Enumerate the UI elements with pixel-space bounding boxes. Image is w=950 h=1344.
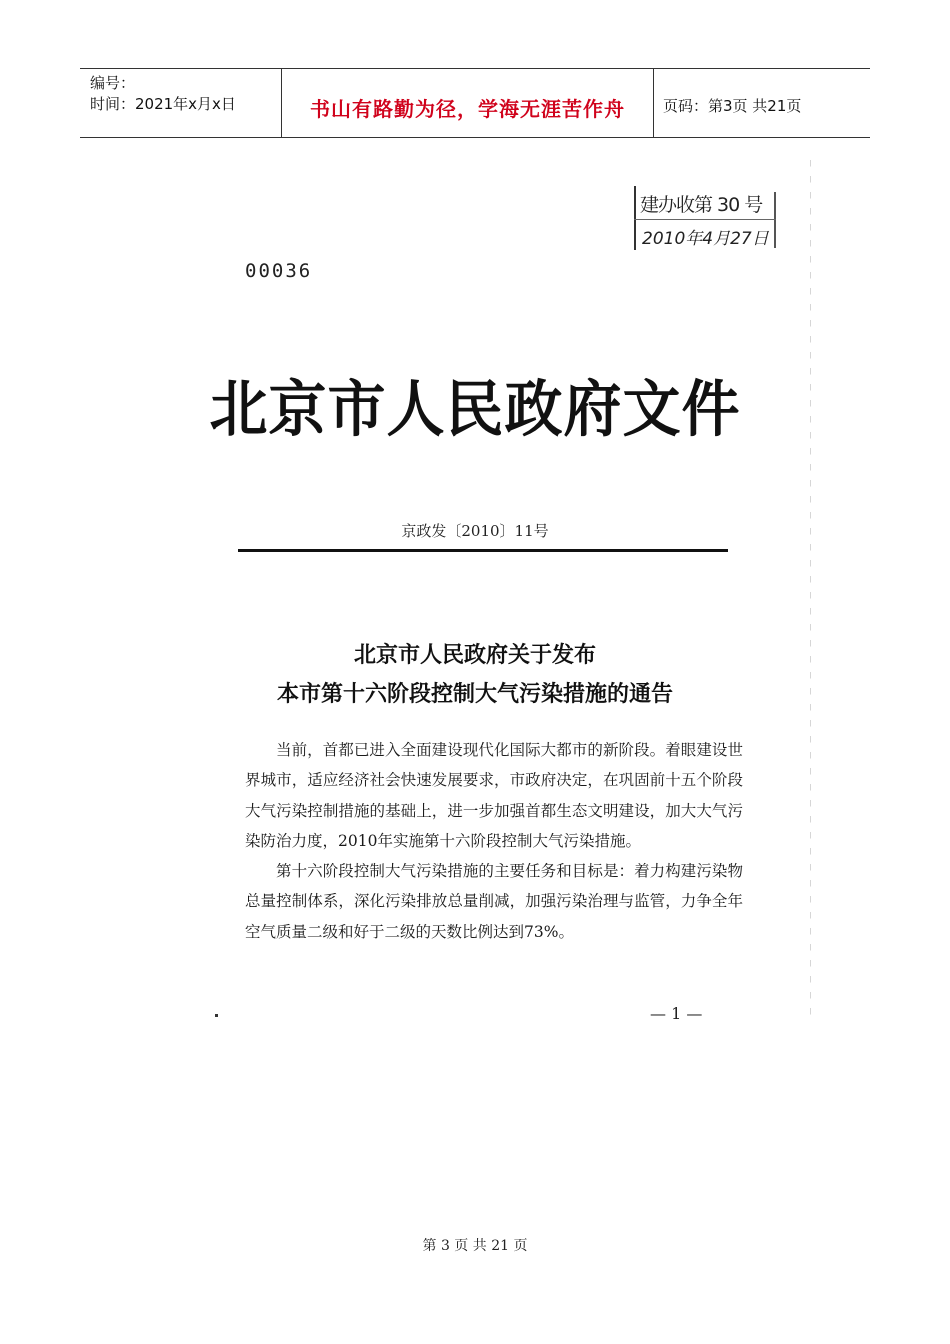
receipt-stamp — [634, 186, 776, 248]
stamp-border-right — [774, 192, 776, 248]
notice-title-line-1: 北京市人民政府关于发布 — [353, 642, 596, 668]
number-label: 编号： — [90, 74, 136, 92]
scan-speck — [215, 1014, 218, 1017]
header-table — [80, 68, 870, 138]
document-page-number: — 1 — — [650, 1004, 703, 1023]
header-left-cell — [80, 69, 280, 137]
scan-edge-line — [810, 160, 811, 1020]
issuer-title: 北京市人民政府文件 — [209, 373, 741, 445]
time-label: 时间：2021年x月x日 — [90, 95, 236, 113]
stamp-border-left — [634, 186, 636, 250]
notice-body — [245, 735, 743, 947]
file-number: 京政发〔2010〕11号 — [401, 522, 549, 540]
motto-text: 书山有路勤为径，学海无涯苦作舟 — [310, 97, 625, 121]
header-page-cell — [653, 69, 870, 137]
header-motto-cell — [281, 69, 654, 137]
page-info: 页码：第3页 共21页 — [663, 97, 802, 115]
stamp-line-1: 建办收第 30 号 — [640, 194, 763, 216]
notice-title-line-2: 本市第十六阶段控制大气污染措施的通告 — [276, 681, 673, 707]
stamp-line-2: 2010年4月27日 — [642, 229, 769, 249]
paragraph-2: 第十六阶段控制大气污染措施的主要任务和目标是：着力构建污染物总量控制体系，深化污染排放总量削减，加强污染治理与监管，力争全年空气质量二级和好于二级的天数比例达到73%。 — [245, 862, 743, 941]
footer-page-info: 第 3 页 共 21 页 — [422, 1238, 528, 1254]
title-rule — [238, 549, 728, 552]
document-serial: 00036 — [245, 260, 313, 282]
stamp-divider — [634, 219, 776, 220]
paragraph-1: 当前，首都已进入全面建设现代化国际大都市的新阶段。着眼建设世界城市，适应经济社会快速发展要求，市政府决定，在巩固前十五个阶段大气污染控制措施的基础上，进一步加强首都生态文明建设，加大大气污染防治力度，2010年实施第十六阶段控制大气污染措施。 — [245, 741, 743, 850]
